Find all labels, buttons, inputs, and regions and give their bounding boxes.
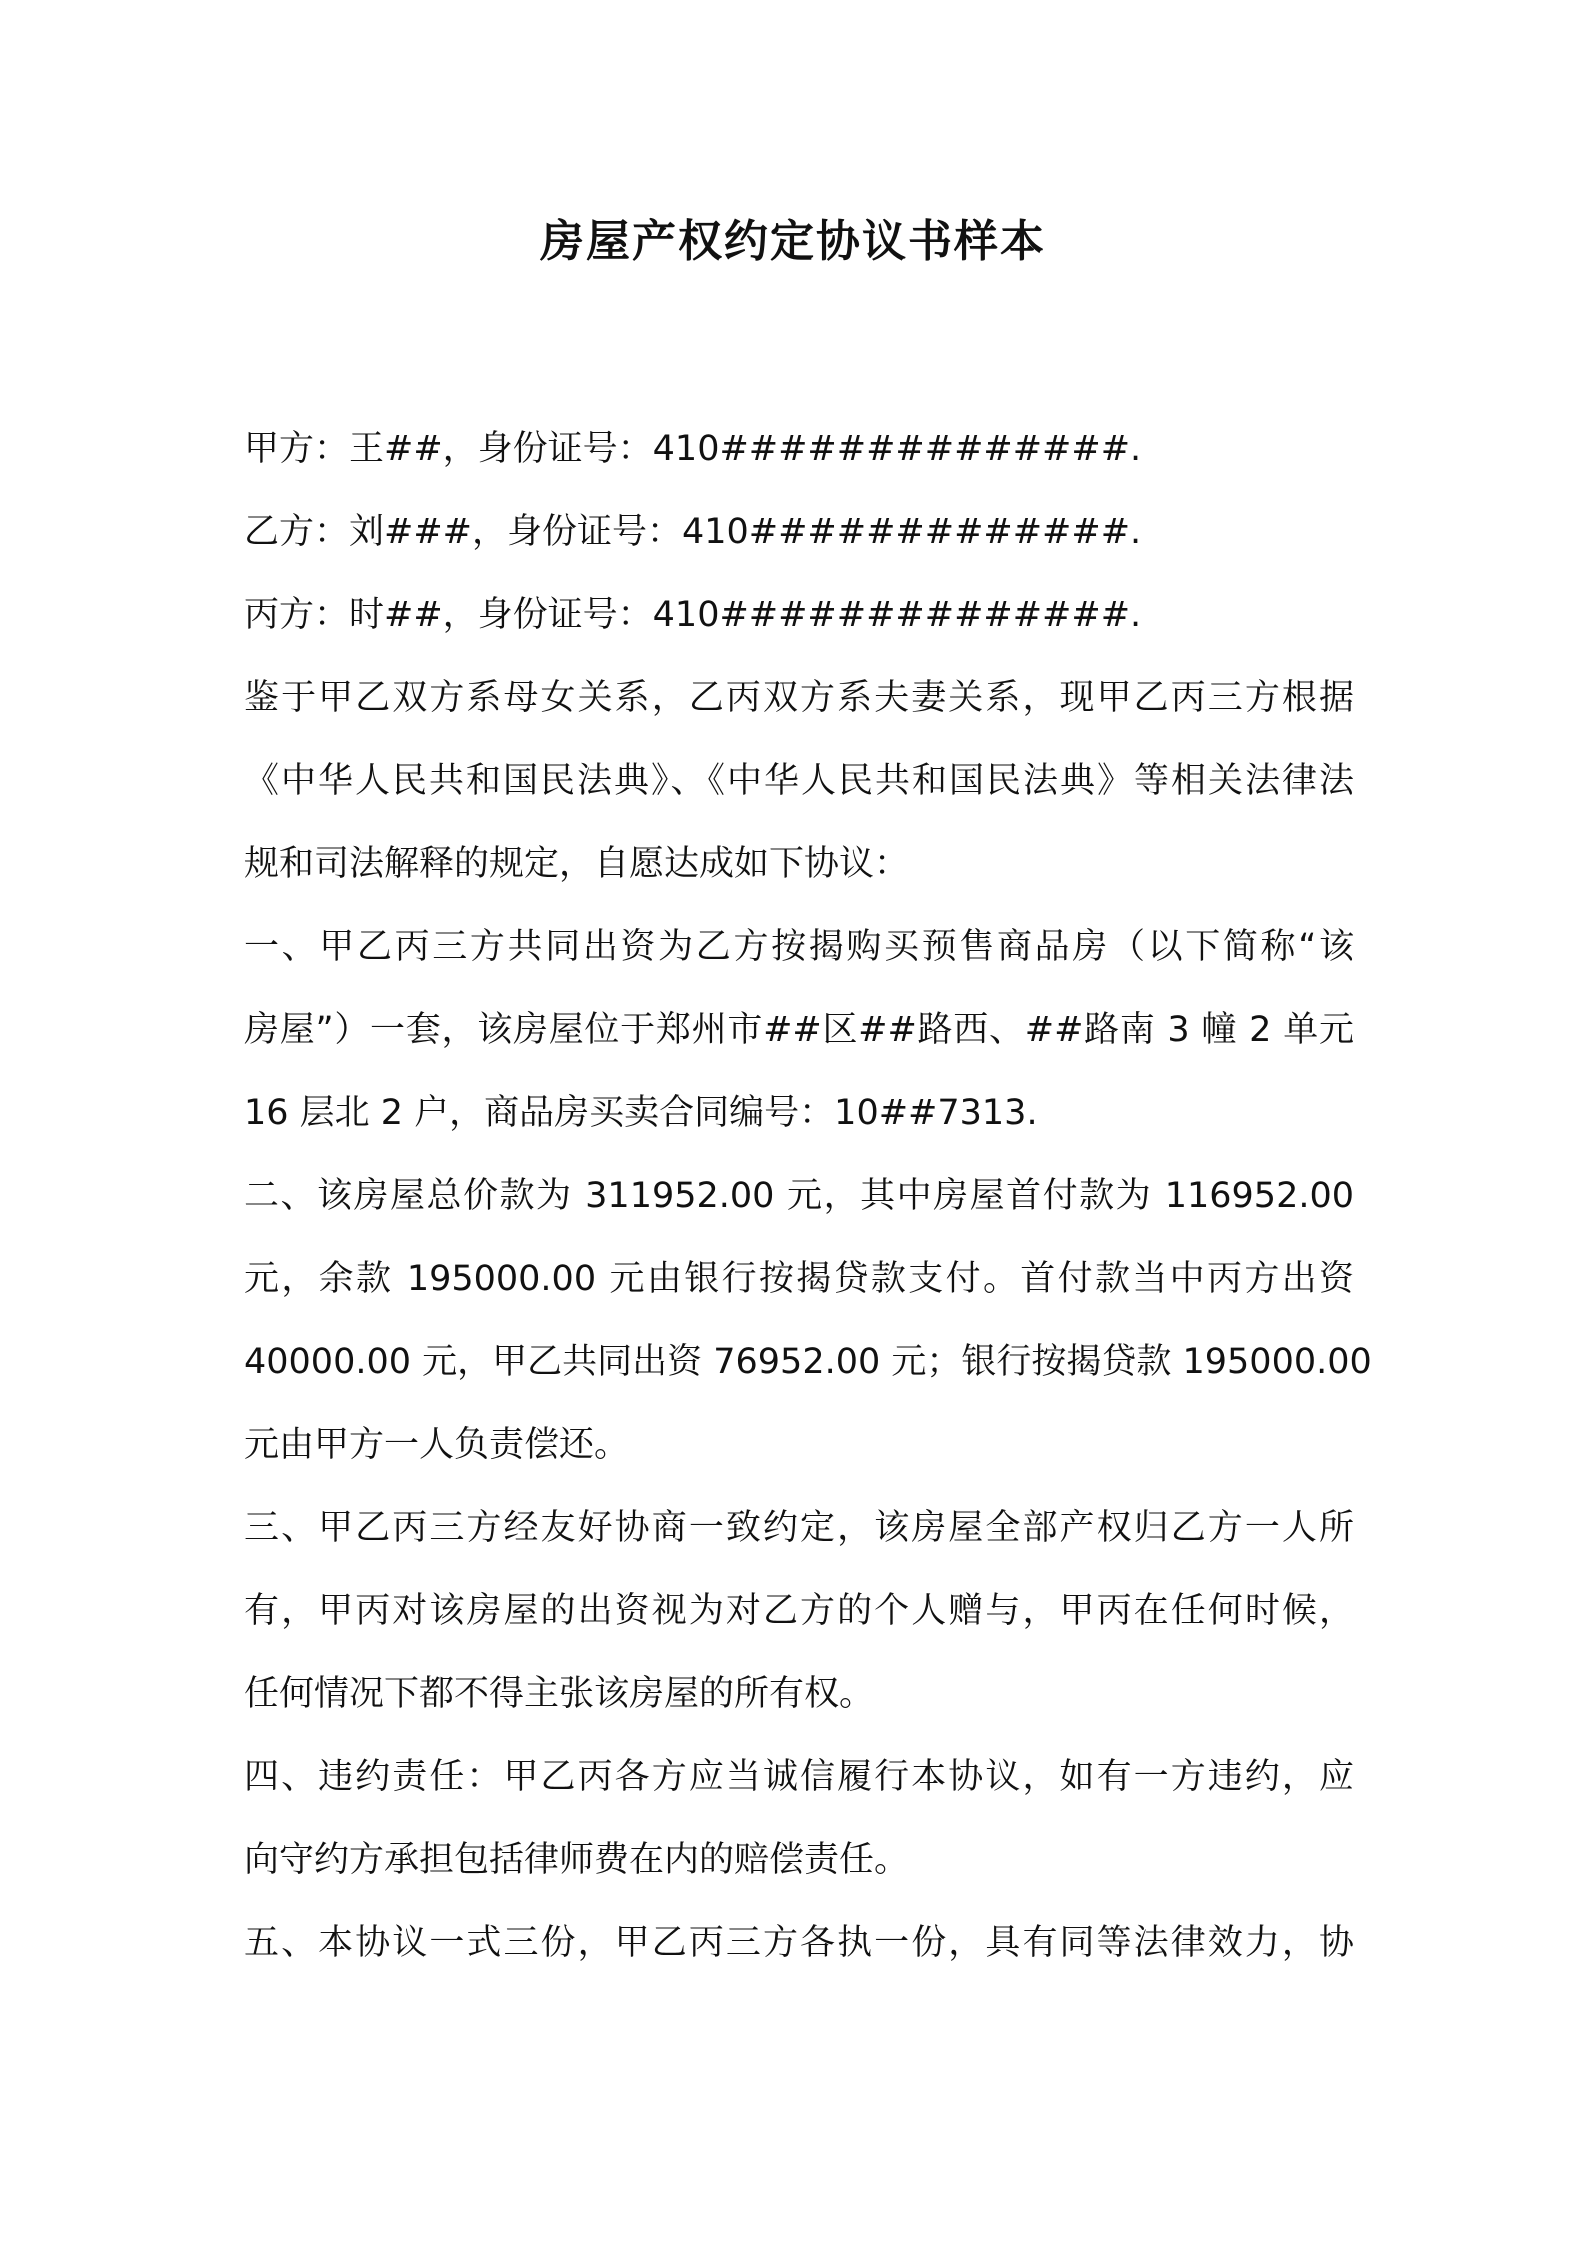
party-c-line: 丙方：时##，身份证号：410##############. xyxy=(244,595,1142,635)
party-a-line: 甲方：王##，身份证号：410##############. xyxy=(244,429,1142,469)
clause-1-line: 16 层北 2 户，商品房买卖合同编号：10##7313. xyxy=(244,1093,1038,1133)
clause-2-line: 40000.00 元，甲乙共同出资 76952.00 元；银行按揭贷款 195000.00 xyxy=(244,1342,1372,1382)
clause-3-line: 有，甲丙对该房屋的出资视为对乙方的个人赠与，甲丙在任何时候， xyxy=(244,1591,1354,1631)
clause-3-line: 任何情况下都不得主张该房屋的所有权。 xyxy=(244,1674,875,1714)
party-b-line: 乙方：刘###，身份证号：410#############. xyxy=(244,512,1142,552)
clause-2-line: 元，余款 195000.00 元由银行按揭贷款支付。首付款当中丙方出资 xyxy=(244,1259,1354,1299)
preamble-line: 《中华人民共和国民法典》、《中华人民共和国民法典》等相关法律法 xyxy=(244,761,1354,801)
document-title: 房屋产权约定协议书样本 xyxy=(540,216,1046,267)
clause-1-line: 一、甲乙丙三方共同出资为乙方按揭购买预售商品房（以下简称“该 xyxy=(244,927,1354,967)
clause-5-line: 五、本协议一式三份，甲乙丙三方各执一份，具有同等法律效力，协 xyxy=(244,1923,1354,1963)
document-body xyxy=(244,408,1372,1985)
clause-4-line: 向守约方承担包括律师费在内的赔偿责任。 xyxy=(244,1840,910,1880)
clause-1-line: 房屋”）一套，该房屋位于郑州市##区##路西、##路南 3 幢 2 单元 xyxy=(244,1010,1354,1050)
clause-3-line: 三、甲乙丙三方经友好协商一致约定，该房屋全部产权归乙方一人所 xyxy=(244,1508,1354,1548)
preamble-line: 鉴于甲乙双方系母女关系，乙丙双方系夫妻关系，现甲乙丙三方根据 xyxy=(244,678,1354,718)
clause-2-line: 元由甲方一人负责偿还。 xyxy=(244,1425,630,1465)
preamble-line: 规和司法解释的规定，自愿达成如下协议： xyxy=(244,844,910,884)
clause-2-line: 二、该房屋总价款为 311952.00 元，其中房屋首付款为 116952.00 xyxy=(244,1176,1354,1216)
clause-4-line: 四、违约责任：甲乙丙各方应当诚信履行本协议，如有一方违约，应 xyxy=(244,1757,1354,1797)
